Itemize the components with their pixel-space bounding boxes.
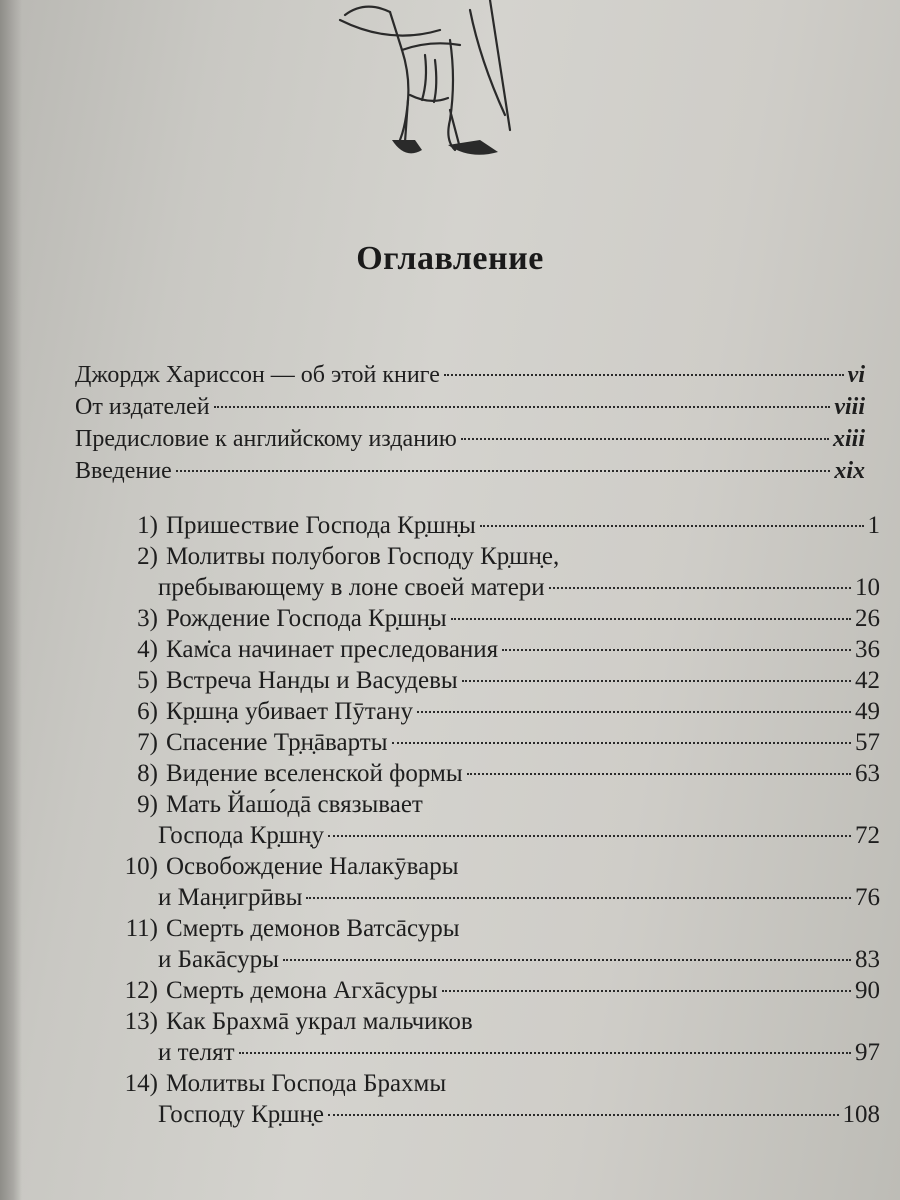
dot-leader bbox=[549, 587, 851, 589]
chapter-title: Господу Кр̣шн̣е bbox=[158, 1101, 325, 1128]
chapter-number: 9) bbox=[137, 791, 158, 818]
chapter-title: и телят bbox=[158, 1039, 235, 1066]
page-title: Оглавление bbox=[356, 240, 544, 277]
toc-entry-continuation bbox=[100, 1039, 880, 1070]
chapter-title: Кам̇са начинает преследования bbox=[166, 636, 499, 663]
chapter-number: 14) bbox=[124, 1070, 158, 1097]
toc-entry-title: Джордж Хариссон — об этой книге bbox=[75, 362, 440, 388]
dot-leader bbox=[176, 470, 831, 472]
chapter-title: Видение вселенской формы bbox=[166, 760, 463, 787]
chapter-page: 72 bbox=[855, 822, 880, 849]
dot-leader bbox=[328, 1114, 838, 1116]
dot-leader bbox=[480, 525, 864, 527]
toc-entry bbox=[100, 1008, 880, 1039]
chapter-page: 90 bbox=[855, 977, 880, 1004]
chapter-title: пребывающему в лоне своей матери bbox=[158, 574, 545, 601]
dot-leader bbox=[328, 835, 851, 837]
toc-entry bbox=[75, 394, 865, 426]
toc-entry bbox=[100, 915, 880, 946]
chapter-title: Встреча Нанды и Васудевы bbox=[166, 667, 458, 694]
chapter-title: Спасение Тр̣н̣āварты bbox=[166, 729, 388, 756]
chapter-title: Как Брахмā украл мальчиков bbox=[166, 1008, 473, 1035]
chapter-number: 6) bbox=[137, 698, 158, 725]
chapter-number: 10) bbox=[124, 853, 158, 880]
chapter-title: Молитвы полубогов Господу Кр̣шн̣е, bbox=[166, 543, 560, 570]
dot-leader bbox=[502, 649, 851, 651]
toc-entry-title: Предисловие к английскому изданию bbox=[75, 426, 457, 452]
front-matter-list bbox=[75, 362, 865, 490]
chapter-page: 1 bbox=[867, 512, 880, 539]
toc-entry-continuation bbox=[100, 946, 880, 977]
toc-entry-title: От издателей bbox=[75, 394, 210, 420]
chapter-title: Освобождение Налакӯвары bbox=[166, 853, 459, 880]
toc-entry bbox=[100, 853, 880, 884]
toc-entry bbox=[100, 729, 880, 760]
toc-entry bbox=[100, 512, 880, 543]
toc-entry bbox=[100, 543, 880, 574]
dot-leader bbox=[239, 1052, 851, 1054]
chapter-number: 2) bbox=[137, 543, 158, 570]
chapter-title: Рождение Господа Кр̣шн̣ы bbox=[166, 605, 447, 632]
chapter-page: 97 bbox=[855, 1039, 880, 1066]
chapter-page: 76 bbox=[855, 884, 880, 911]
chapter-number: 8) bbox=[137, 760, 158, 787]
toc-entry bbox=[100, 667, 880, 698]
chapter-page: 57 bbox=[855, 729, 880, 756]
chapter-page: 10 bbox=[855, 574, 880, 601]
chapter-title: Мать Йаш́одā связывает bbox=[166, 791, 423, 818]
chapter-page: 83 bbox=[855, 946, 880, 973]
chapter-number: 5) bbox=[137, 667, 158, 694]
dot-leader bbox=[214, 406, 831, 408]
toc-entry-page: xiii bbox=[832, 426, 865, 452]
chapter-title: Молитвы Господа Брахмы bbox=[166, 1070, 447, 1097]
dot-leader bbox=[444, 374, 844, 376]
toc-entry-continuation bbox=[100, 1101, 880, 1132]
chapter-page: 63 bbox=[855, 760, 880, 787]
chapter-number: 12) bbox=[124, 977, 158, 1004]
toc-entry bbox=[75, 458, 865, 490]
chapter-list bbox=[100, 512, 880, 1132]
chapter-page: 108 bbox=[842, 1101, 880, 1128]
chapter-number: 7) bbox=[137, 729, 158, 756]
chapter-title: Пришествие Господа Кр̣шн̣ы bbox=[166, 512, 476, 539]
toc-entry-page: xix bbox=[834, 458, 865, 484]
chapter-page: 42 bbox=[855, 667, 880, 694]
dot-leader bbox=[306, 897, 851, 899]
dot-leader bbox=[392, 742, 851, 744]
book-spine-shadow bbox=[0, 0, 22, 1200]
dot-leader bbox=[462, 680, 851, 682]
chapter-title: и Ман̣игрӣвы bbox=[158, 884, 303, 911]
toc-entry-page: vi bbox=[847, 362, 865, 388]
chapter-page: 36 bbox=[855, 636, 880, 663]
chapter-page: 26 bbox=[855, 605, 880, 632]
chapter-number: 11) bbox=[125, 915, 158, 942]
chapter-title: Господа Кр̣шн̣у bbox=[158, 822, 325, 849]
chapter-title: Кр̣шн̣а убивает Пӯтану bbox=[166, 698, 414, 725]
toc-entry bbox=[75, 362, 865, 394]
dot-leader bbox=[283, 959, 851, 961]
dot-leader bbox=[451, 618, 851, 620]
chapter-title: Смерть демона Агхāсуры bbox=[166, 977, 438, 1004]
chapter-title: Смерть демонов Ватсāсуры bbox=[166, 915, 460, 942]
dot-leader bbox=[442, 990, 851, 992]
toc-entry bbox=[100, 605, 880, 636]
chapter-number: 1) bbox=[137, 512, 158, 539]
dot-leader bbox=[467, 773, 851, 775]
toc-entry-continuation bbox=[100, 822, 880, 853]
toc-entry-continuation bbox=[100, 884, 880, 915]
chapter-title: и Бакāсуры bbox=[158, 946, 279, 973]
toc-entry-continuation bbox=[100, 574, 880, 605]
toc-entry bbox=[100, 636, 880, 667]
toc-entry bbox=[100, 760, 880, 791]
chapter-number: 4) bbox=[137, 636, 158, 663]
toc-entry bbox=[100, 791, 880, 822]
dot-leader bbox=[417, 711, 851, 713]
chapter-page: 49 bbox=[855, 698, 880, 725]
toc-entry bbox=[100, 698, 880, 729]
chapter-number: 13) bbox=[124, 1008, 158, 1035]
toc-entry bbox=[75, 426, 865, 458]
toc-entry bbox=[100, 1070, 880, 1101]
archer-illustration bbox=[330, 0, 540, 165]
toc-entry-title: Введение bbox=[75, 458, 172, 484]
toc-entry bbox=[100, 977, 880, 1008]
toc-entry-page: viii bbox=[834, 394, 865, 420]
chapter-number: 3) bbox=[137, 605, 158, 632]
dot-leader bbox=[461, 438, 829, 440]
